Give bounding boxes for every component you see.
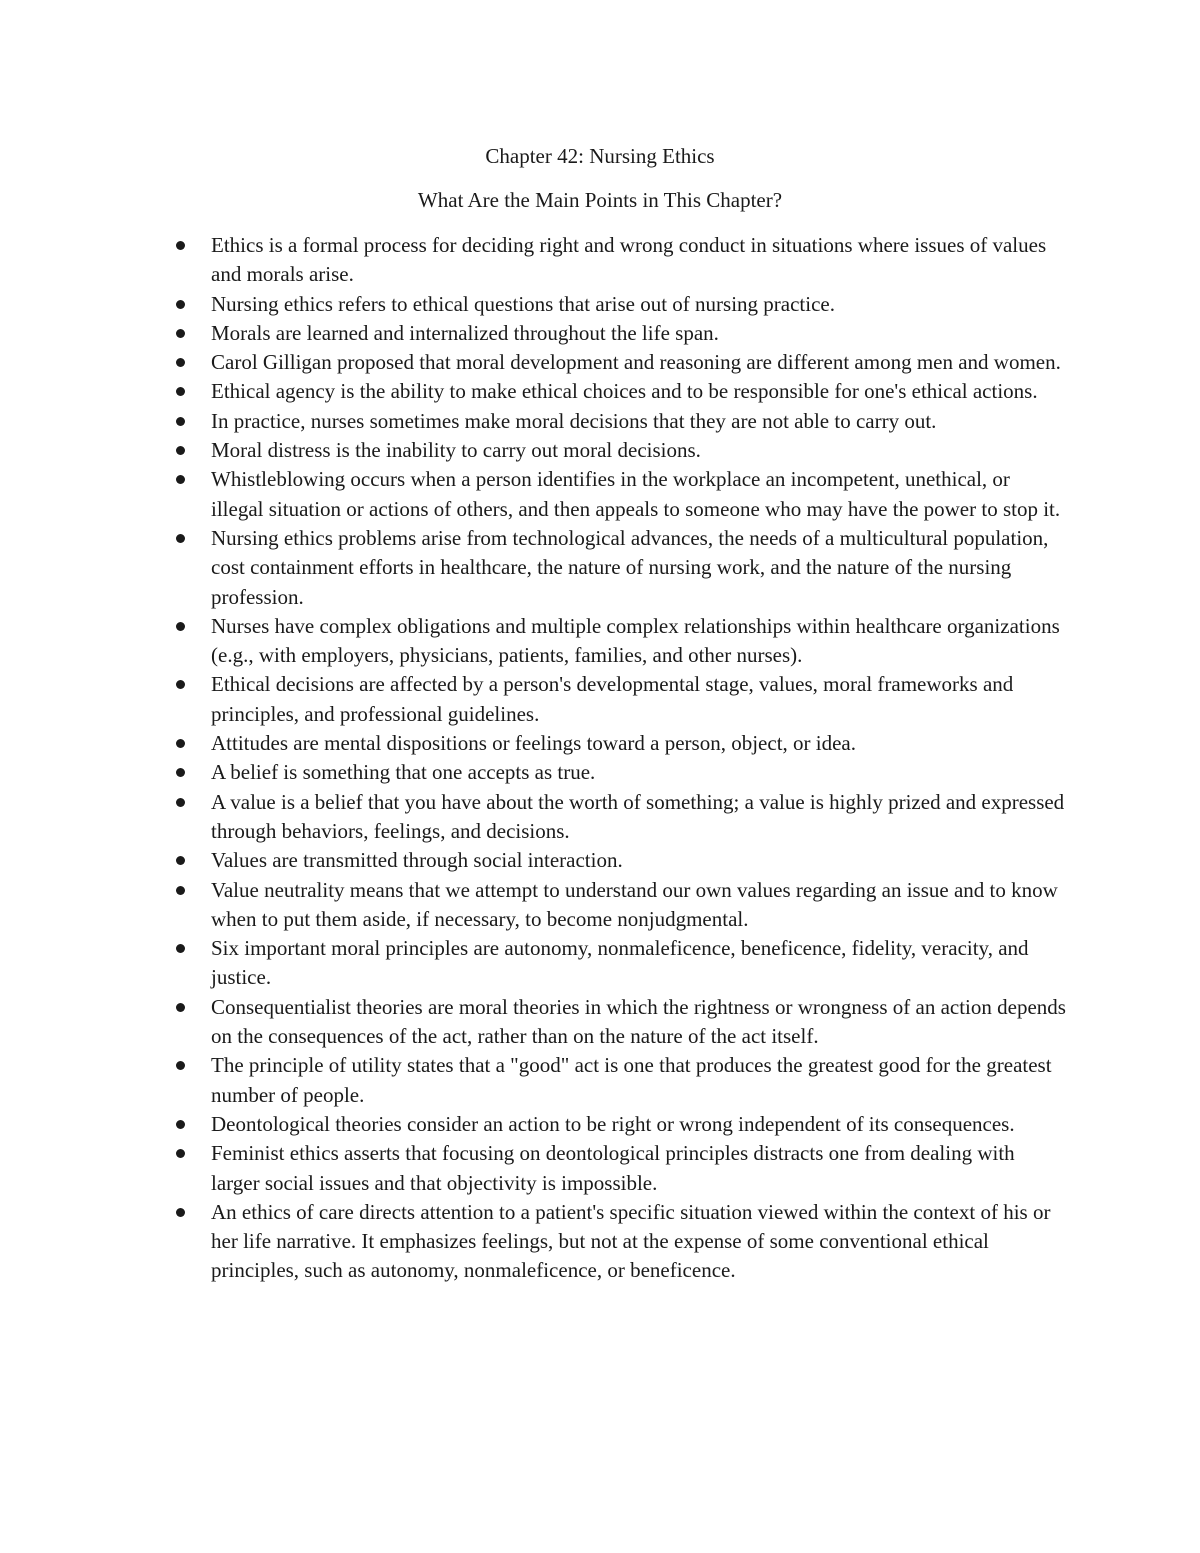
list-item-text: Deontological theories consider an action to be right or wrong independent of its consequences. xyxy=(211,1111,1015,1136)
list-item xyxy=(166,1139,1066,1198)
list-item-text: In practice, nurses sometimes make moral decisions that they are not able to carry out. xyxy=(211,408,937,433)
list-item-text: Feminist ethics asserts that focusing on deontological principles distracts one from dealing with larger social issues and that objectivity is impossible. xyxy=(211,1141,1015,1195)
bullet-icon xyxy=(176,358,185,367)
bullet-icon xyxy=(176,856,185,865)
list-item xyxy=(166,612,1066,671)
list-item xyxy=(166,407,1066,436)
list-item xyxy=(166,729,1066,758)
list-item xyxy=(166,670,1066,729)
bullet-icon xyxy=(176,798,185,807)
list-item-text: A value is a belief that you have about the worth of something; a value is highly prized and expressed through behaviors, feelings, and decisions. xyxy=(211,789,1065,843)
list-item-text: Values are transmitted through social interaction. xyxy=(211,848,623,873)
list-item xyxy=(166,876,1066,935)
list-item xyxy=(166,1198,1066,1286)
list-item-text: A belief is something that one accepts as true. xyxy=(211,760,596,785)
list-item-text: An ethics of care directs attention to a patient's specific situation viewed within the context of his or her life narrative. It emphasizes feelings, but not at the expense of some conventional ethical principles, such as autonomy, nonmaleficence, or beneficence. xyxy=(211,1199,1051,1283)
bullet-icon xyxy=(176,1003,185,1012)
main-points-list xyxy=(166,231,1066,1286)
bullet-icon xyxy=(176,241,185,250)
bullet-icon xyxy=(176,739,185,748)
page-subtitle: What Are the Main Points in This Chapter? xyxy=(417,188,783,212)
bullet-icon xyxy=(176,329,185,338)
list-item xyxy=(166,290,1066,319)
bullet-icon xyxy=(176,1061,185,1070)
bullet-icon xyxy=(176,534,185,543)
list-item xyxy=(166,465,1066,524)
bullet-icon xyxy=(176,417,185,426)
list-item xyxy=(166,377,1066,406)
bullet-icon xyxy=(176,680,185,689)
list-item xyxy=(166,993,1066,1052)
bullet-icon xyxy=(176,387,185,396)
list-item xyxy=(166,1051,1066,1110)
list-item-text: Attitudes are mental dispositions or feelings toward a person, object, or idea. xyxy=(211,731,857,756)
list-item-text: Ethical agency is the ability to make ethical choices and to be responsible for one's ethical actions. xyxy=(211,379,1038,404)
list-item-text: Whistleblowing occurs when a person identifies in the workplace an incompetent, unethical, or illegal situation or actions of others, and then appeals to someone who may have the power to stop it. xyxy=(211,467,1061,521)
list-item xyxy=(166,348,1066,377)
list-item-text: Nursing ethics refers to ethical questions that arise out of nursing practice. xyxy=(211,291,835,316)
bullet-icon xyxy=(176,300,185,309)
bullet-icon xyxy=(176,944,185,953)
list-item-text: Value neutrality means that we attempt to understand our own values regarding an issue and to know when to put them aside, if necessary, to become nonjudgmental. xyxy=(211,877,1058,931)
list-item xyxy=(166,846,1066,875)
page-title: Chapter 42: Nursing Ethics xyxy=(485,144,715,168)
bullet-icon xyxy=(176,886,185,895)
list-item-text: Moral distress is the inability to carry out moral decisions. xyxy=(211,438,701,463)
bullet-icon xyxy=(176,1208,185,1217)
list-item xyxy=(166,1110,1066,1139)
list-item-text: Ethical decisions are affected by a person's developmental stage, values, moral frameworks and principles, and professional guidelines. xyxy=(211,672,1014,726)
list-item-text: Six important moral principles are autonomy, nonmaleficence, beneficence, fidelity, veracity, and justice. xyxy=(211,936,1029,990)
list-item-text: Consequentialist theories are moral theories in which the rightness or wrongness of an action depends on the consequences of the act, rather than on the nature of the act itself. xyxy=(211,994,1066,1049)
bullet-icon xyxy=(176,446,185,455)
list-item xyxy=(166,319,1066,348)
list-item xyxy=(166,524,1066,612)
bullet-icon xyxy=(176,475,185,484)
list-item-text: Carol Gilligan proposed that moral development and reasoning are different among men and women. xyxy=(211,350,1061,375)
bullet-icon xyxy=(176,1120,185,1129)
list-item-text: Ethics is a formal process for deciding right and wrong conduct in situations where issues of values and morals arise. xyxy=(211,233,1047,287)
list-item-text: Nurses have complex obligations and multiple complex relationships within healthcare organizations (e.g., with employers, physicians, patients, families, and other nurses). xyxy=(211,613,1060,668)
list-item xyxy=(166,788,1066,847)
list-item xyxy=(166,758,1066,787)
bullet-icon xyxy=(176,1149,185,1158)
list-item-text: Morals are learned and internalized throughout the life span. xyxy=(211,320,719,345)
list-item-text: The principle of utility states that a "good" act is one that produces the greatest good for the greatest number of people. xyxy=(211,1053,1052,1107)
bullet-icon xyxy=(176,622,185,631)
list-item-text: Nursing ethics problems arise from technological advances, the needs of a multicultural population, cost containment efforts in healthcare, the nature of nursing work, and the nature of the nursing profession. xyxy=(211,525,1049,609)
bullet-icon xyxy=(176,768,185,777)
list-item xyxy=(166,934,1066,993)
list-item xyxy=(166,436,1066,465)
list-item xyxy=(166,231,1066,290)
